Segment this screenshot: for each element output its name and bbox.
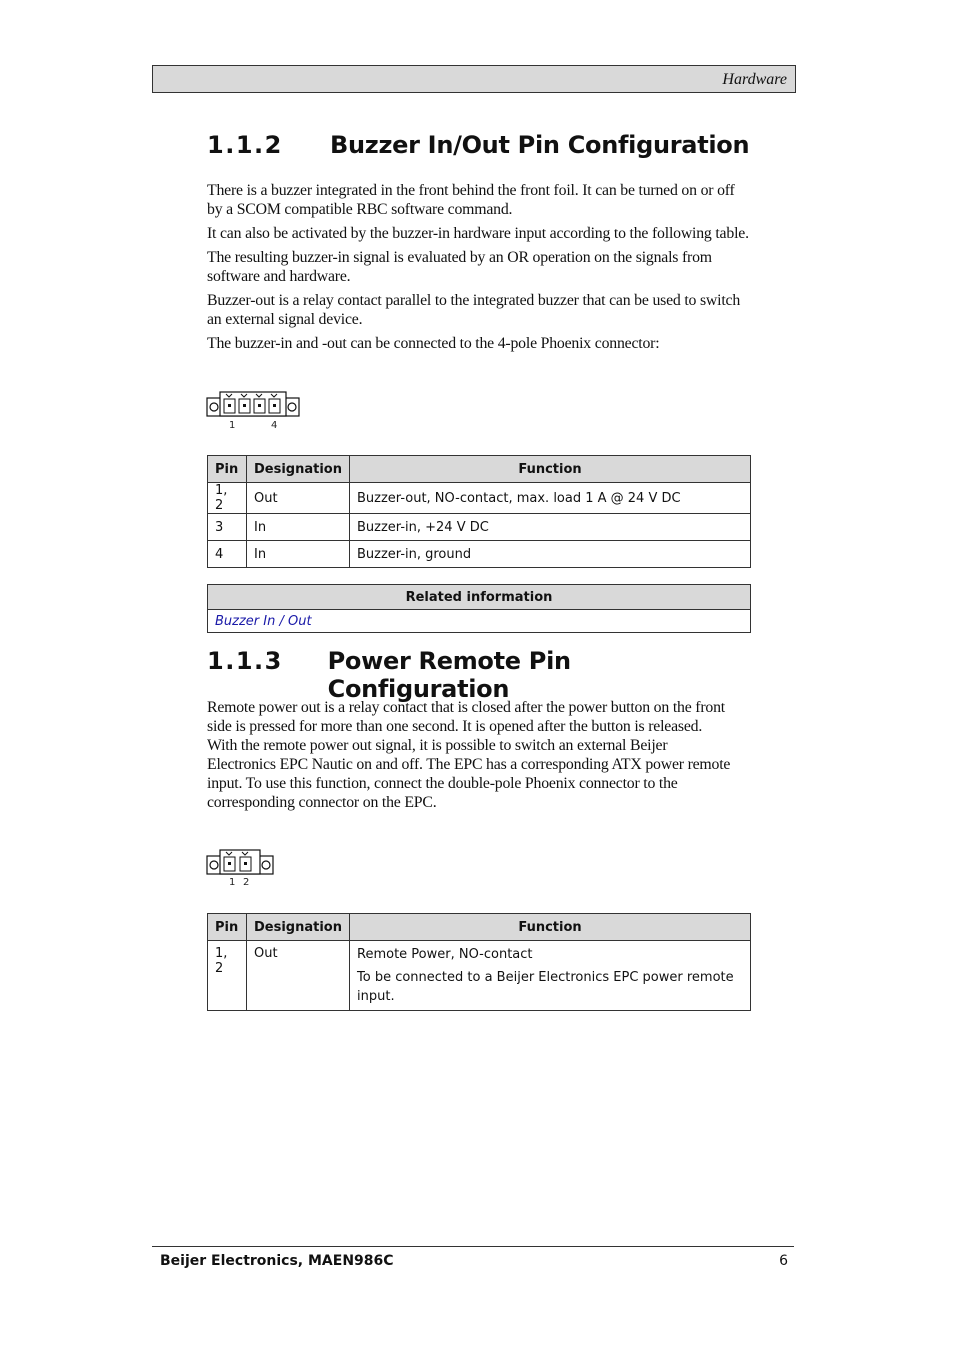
paragraph: The buzzer-in and -out can be connected to the 4-pole Phoenix connector: [207,335,660,352]
cell-function: Buzzer-in, +24 V DC [350,514,751,541]
power-remote-pin-table [207,913,751,1011]
cell-designation: Out [247,941,350,1011]
paragraph: Buzzer-out is a relay contact parallel to the integrated buzzer that can be used to switch an external signal device. [207,292,741,328]
cell-pin: 1, 2 [208,483,247,514]
connector-pin-label-first: 1 [229,420,236,431]
cell-designation: In [247,514,350,541]
table-row [208,483,751,514]
table-header-row [208,914,751,941]
table-row [208,514,751,541]
section-number: 1.1.3 [207,647,283,675]
buzzer-pin-table [207,455,751,568]
header-section-name: Hardware [722,71,787,88]
footer-document-id: Beijer Electronics, MAEN986C [160,1253,394,1269]
running-header [152,65,796,93]
column-header-pin: Pin [208,456,247,483]
cell-designation: In [247,541,350,568]
cell-pin: 4 [208,541,247,568]
column-header-designation: Designation [247,456,350,483]
section-heading-power-remote [207,647,752,703]
connector-pin-label-last: 2 [243,877,250,888]
section-power-remote [207,647,752,703]
cell-function: Buzzer-in, ground [350,541,751,568]
power-remote-body [207,698,732,817]
table-row [208,541,751,568]
column-header-function: Function [350,456,751,483]
column-header-function: Function [350,914,751,941]
column-header-pin: Pin [208,914,247,941]
section-title: Power Remote Pin Configuration [327,647,571,703]
related-link-buzzer[interactable]: Buzzer In / Out [215,613,312,629]
related-information-box [207,584,751,633]
related-information-header: Related information [208,585,751,610]
section-buzzer [207,131,752,159]
section-number: 1.1.2 [207,131,283,159]
cell-function: Buzzer-out, NO-contact, max. load 1 A @ 24 V DC [350,483,751,514]
table-row [208,941,751,1011]
connector-pin-label-first: 1 [229,877,236,888]
section-heading-buzzer [207,131,752,159]
cell-function [350,941,751,1011]
cell-pin: 1, 2 [208,941,247,1011]
cell-designation: Out [247,483,350,514]
footer-rule [152,1246,794,1247]
table-header-row [208,456,751,483]
two-pole-connector-icon [206,848,276,878]
paragraph: There is a buzzer integrated in the front behind the front foil. It can be turned on or off by a SCOM compatible RBC software command. [207,182,735,218]
paragraph: Remote power out is a relay contact that is closed after the power button on the front side is pressed for more than one second. It is opened after the button is released. With the remote power out signal, it is possible to switch an external Beijer Electronics EPC Nautic on and off. The EPC has a corresponding ATX power remote input. To use this function, connect the double-pole Phoenix connector to the corresponding connector on the EPC. [207,699,731,811]
page-number: 6 [779,1253,788,1269]
buzzer-body [207,181,752,358]
cell-pin: 3 [208,514,247,541]
column-header-designation: Designation [247,914,350,941]
function-line: Remote Power, NO-contact [357,947,533,962]
section-title: Buzzer In/Out Pin Configuration [330,131,750,159]
function-line: To be connected to a Beijer Electronics EPC power remote input. [357,970,734,1004]
four-pole-connector-icon [206,390,302,420]
paragraph: The resulting buzzer-in signal is evaluated by an OR operation on the signals from software and hardware. [207,249,712,285]
connector-pin-label-last: 4 [271,420,278,431]
paragraph: It can also be activated by the buzzer-in hardware input according to the following table. [207,225,749,242]
